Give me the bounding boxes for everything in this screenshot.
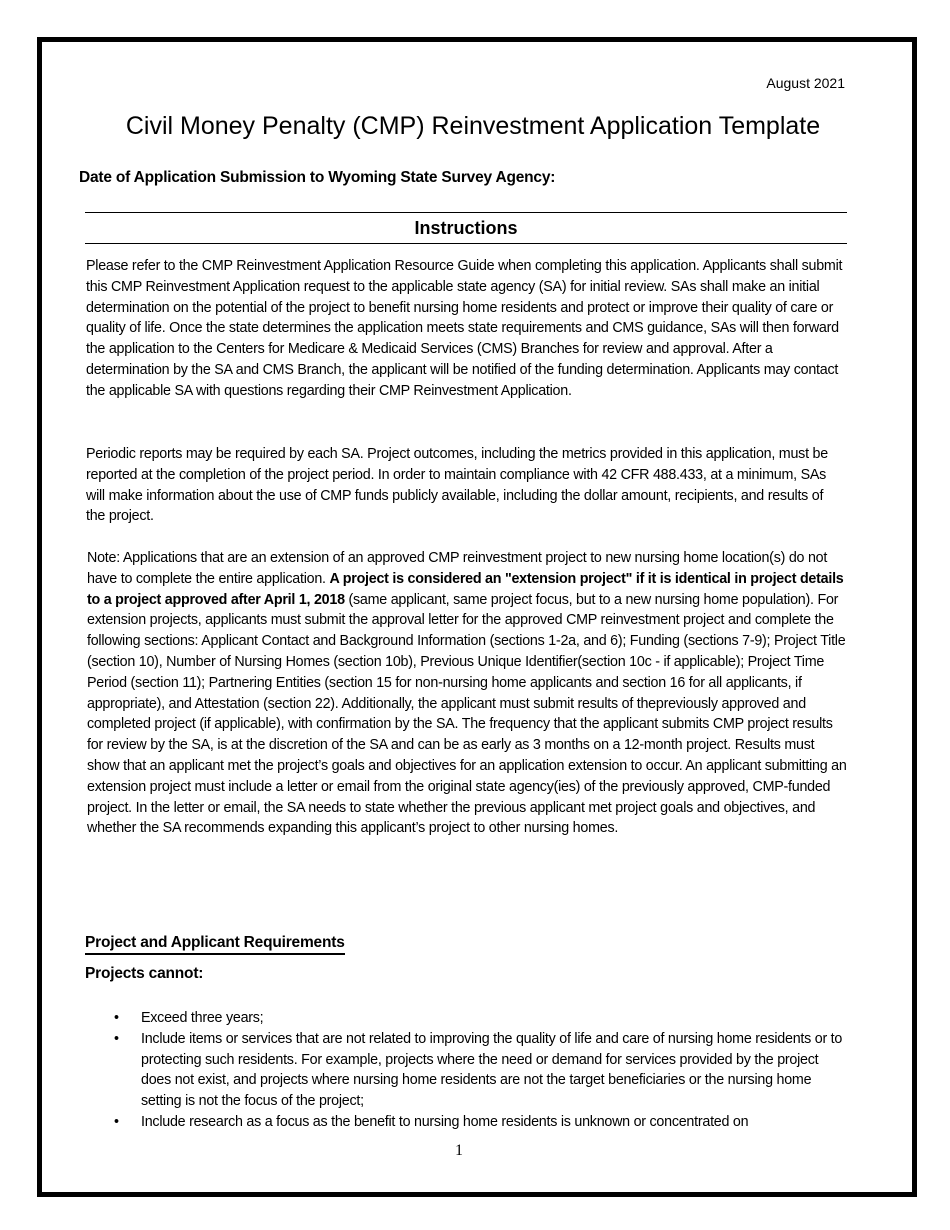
extension-note-paragraph (87, 548, 847, 839)
instructions-heading-box (85, 212, 847, 244)
list-item-text: Include research as a focus as the benefit to nursing home residents is unknown or concentrated on (141, 1113, 749, 1130)
projects-cannot-list (110, 1008, 845, 1133)
note-text-start: Note: Applications that are an extension of an approved CMP reinvestment project to new nursing home location(s) do not have to complete the entire application. (87, 550, 828, 587)
bullet-icon: • (114, 1030, 119, 1047)
projects-cannot-label: Projects cannot: (85, 965, 204, 982)
bullet-icon: • (114, 1113, 119, 1130)
document-title: Civil Money Penalty (CMP) Reinvestment Application Template (125, 112, 821, 140)
list-item (110, 1029, 845, 1112)
list-item-text: Exceed three years; (141, 1010, 264, 1026)
instructions-heading: Instructions (414, 218, 518, 238)
note-bold-definition: A project is considered an "extension project" if it is identical in project details to a project approved after April 1, 2018 (87, 570, 844, 608)
submission-date-label: Date of Application Submission to Wyoming State Survey Agency: (79, 169, 556, 186)
document-date: August 2021 (766, 75, 845, 91)
note-text-end: (same applicant, same project focus, but to a new nursing home population). For extension projects, applicants must submit the approval letter for the approved CMP reinvestment project and complete the following sections: Applicant Contact and Background Information (sections 1-2a, and 6); Funding (sections 7-9); Project Title (section 10), Number of Nursing Homes (section 10b), Previous Unique Identifier(section 10c - if applicable); Project Time Period (section 11); Partnering Entities (section 15 for non-nursing home applicants and section 16 for all applicants, if appropriate), and Attestation (section 22). Additionally, the applicant must submit results of thepreviously approved and completed project (if applicable), with confirmation by the SA. The frequency that the applicant submits CMP project results for review by the SA, is at the discretion of the SA and can be as early as 3 months on a 12-month project. Results must show that an applicant met the project’s goals and objectives for an application extension to occur. An applicant submitting an extension project must include a letter or email from the original state agency(ies) of the previously approved, CMP-funded project. In the letter or email, the SA needs to state whether the previous applicant met project goals and objectives, and whether the SA recommends expanding this applicant’s project to other nursing homes. (87, 591, 847, 837)
bullet-icon: • (114, 1010, 119, 1026)
reports-paragraph: Periodic reports may be required by each SA. Project outcomes, including the metrics provided in this application, must be reported at the completion of the project period. In order to maintain compliance with 42 CFR 488.433, at a minimum, SAs will make information about the use of CMP funds publicly available, including the dollar amount, recipients, and results of the project. (86, 446, 828, 525)
page-number: 1 (455, 1142, 463, 1159)
intro-paragraph: Please refer to the CMP Reinvestment Application Resource Guide when completing this application. Applicants shall submit this CMP Reinvestment Application request to the applicable state agency (SA) for initial review. SAs shall make an initial determination on the potential of the project to benefit nursing home residents and protect or improve their quality of care or quality of life. Once the state determines the application meets state requirements and CMS guidance, SAs will then forward the application to the Centers for Medicare & Medicaid Services (CMS) Branches for review and approval. After a determination by the SA and CMS Branch, the applicant will be notified of the funding determination. Applicants may contact the applicable SA with questions regarding their CMP Reinvestment Application. (86, 258, 843, 399)
list-item-text: Include items or services that are not related to improving the quality of life and care of nursing home residents or to protecting such residents. For example, projects where the need or demand for services provided by the project does not exist, and projects where nursing home residents are not the target beneficiaries or the nursing home setting is not the focus of the project; (141, 1030, 843, 1110)
list-item (110, 1008, 845, 1029)
requirements-heading: Project and Applicant Requirements (85, 933, 345, 955)
list-item (110, 1112, 845, 1133)
